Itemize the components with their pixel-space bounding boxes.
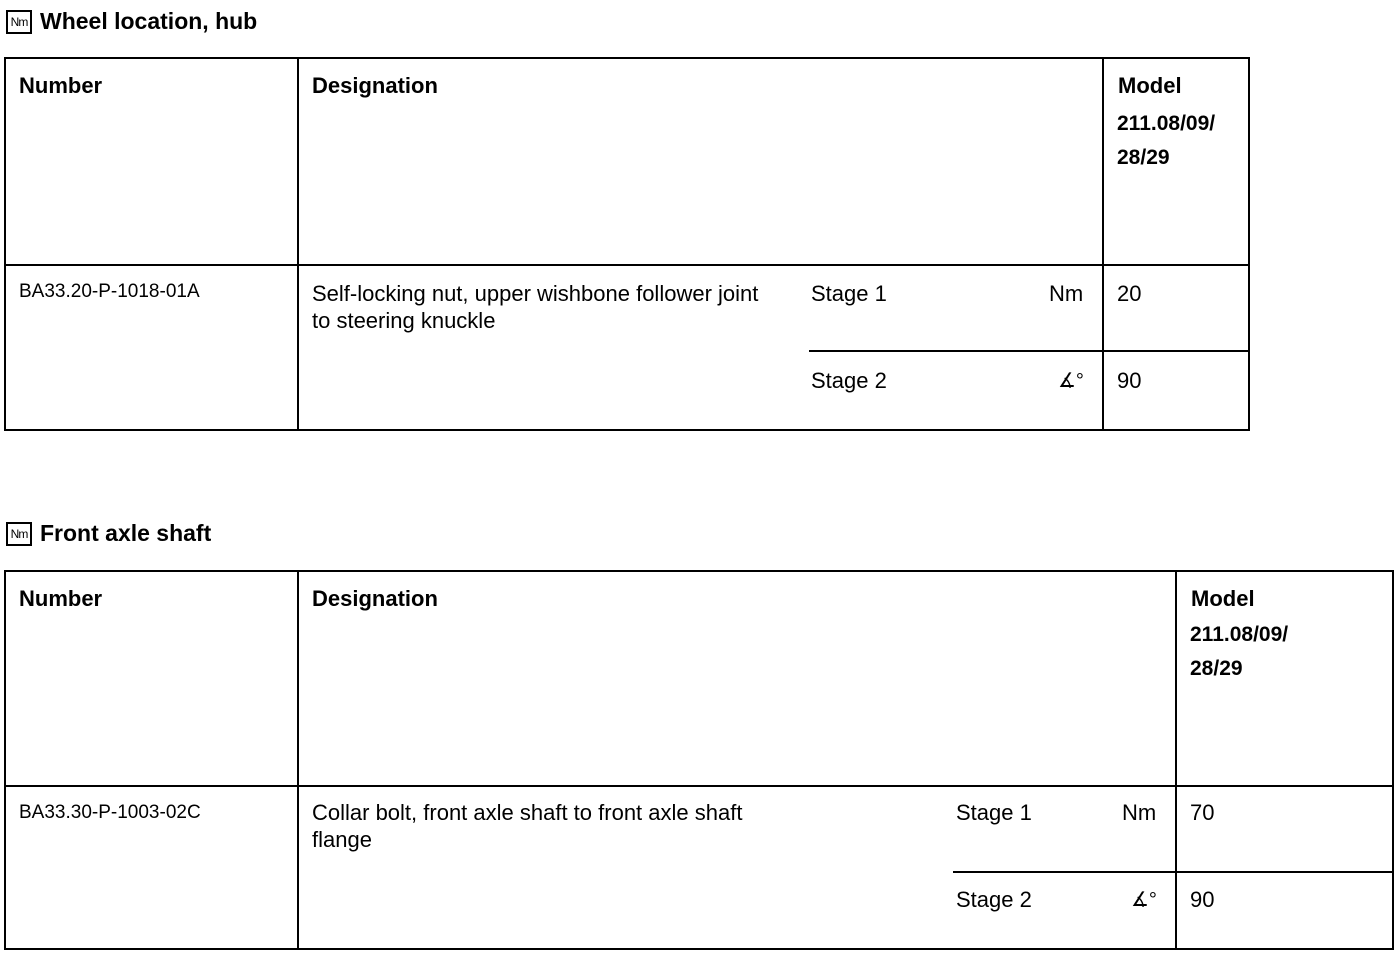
stage-2-value: 90 bbox=[1190, 887, 1215, 912]
stage-1-label: Stage 1 bbox=[811, 281, 887, 306]
header-number: Number bbox=[19, 586, 103, 611]
header-number: Number bbox=[19, 73, 103, 98]
stage-1-value: 20 bbox=[1117, 281, 1142, 306]
stage-1-value: 70 bbox=[1190, 800, 1215, 825]
stage-1-unit: Nm bbox=[1049, 281, 1084, 306]
section-title-text: Front axle shaft bbox=[40, 520, 212, 546]
header-model: Model bbox=[1191, 586, 1255, 611]
stage-2-value: 90 bbox=[1117, 368, 1142, 393]
angle-degree-icon: ∡° bbox=[1131, 889, 1157, 911]
section-title-wheel-location bbox=[6, 8, 257, 35]
torque-nm-icon: Nm bbox=[6, 522, 32, 546]
header-model-value: 211.08/09/ 28/29 bbox=[1117, 112, 1216, 169]
part-number: BA33.30-P-1003-02C bbox=[19, 802, 201, 823]
header-model-value: 211.08/09/ 28/29 bbox=[1190, 623, 1289, 680]
torque-table-wheel-location bbox=[4, 57, 1250, 431]
torque-table-front-axle-shaft bbox=[4, 570, 1394, 950]
stage-2-label: Stage 2 bbox=[956, 887, 1032, 912]
header-designation: Designation bbox=[312, 73, 438, 98]
section-title-text: Wheel location, hub bbox=[40, 8, 258, 34]
header-model: Model bbox=[1118, 73, 1182, 98]
angle-degree-icon: ∡° bbox=[1058, 370, 1084, 392]
header-designation: Designation bbox=[312, 586, 438, 611]
stage-1-label: Stage 1 bbox=[956, 800, 1032, 825]
torque-nm-icon: Nm bbox=[6, 10, 32, 34]
stage-1-unit: Nm bbox=[1122, 800, 1157, 825]
section-title-front-axle-shaft bbox=[6, 520, 211, 547]
stage-2-label: Stage 2 bbox=[811, 368, 887, 393]
designation-text: Self-locking nut, upper wishbone follower joint to steering knuckle bbox=[312, 281, 759, 333]
designation-text: Collar bolt, front axle shaft to front axle shaft flange bbox=[312, 800, 743, 852]
part-number: BA33.20-P-1018-01A bbox=[19, 281, 200, 302]
